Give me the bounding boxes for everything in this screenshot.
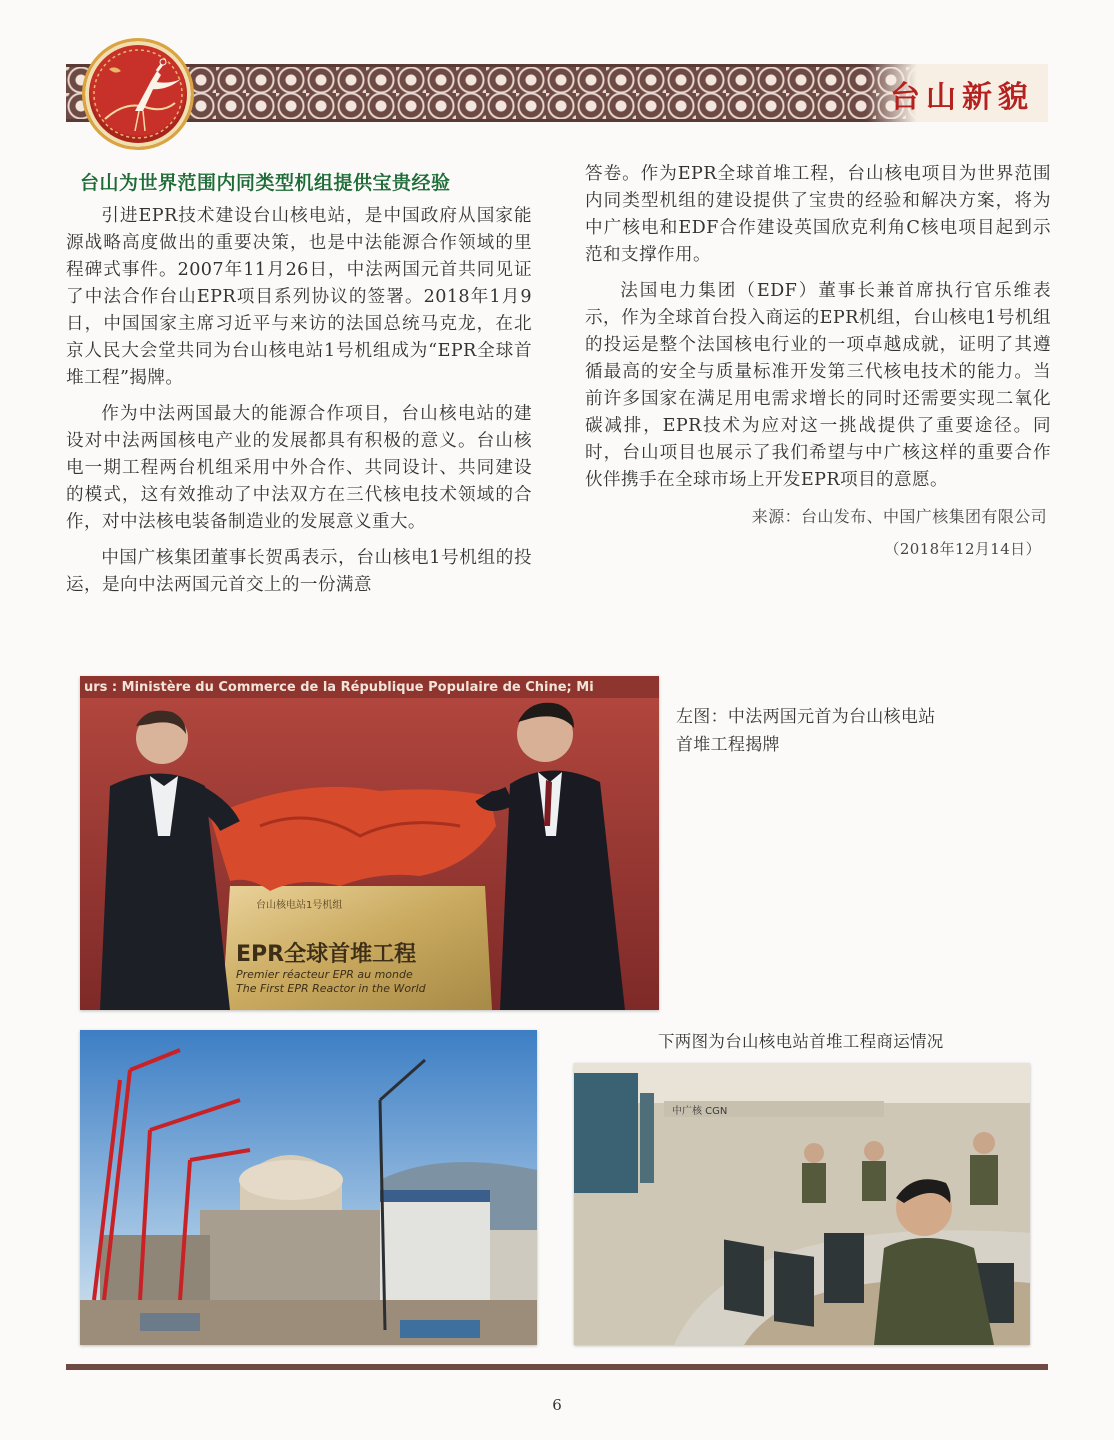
bottom-photos-caption: 下两图为台山核电站首堆工程商运情况 <box>658 1032 944 1051</box>
footer-rule <box>66 1364 1048 1370</box>
source-line: 来源：台山发布、中国广核集团有限公司 <box>751 507 1047 526</box>
paragraph-3-continued: 答卷。作为EPR全球首堆工程，台山核电项目为世界范围内同类型机组的建设提供了宝贵的经验和解决方案，将为中广核电和EDF合作建设英国欣克利角C核电项目起到示范和支撑作用。 <box>585 164 1051 265</box>
date-line: （2018年12月14日） <box>884 540 1041 558</box>
article-title: 台山为世界范围内同类型机组提供宝贵经验 <box>80 172 451 194</box>
section-label-box <box>866 64 1048 122</box>
emblem-crane-icon <box>82 38 194 150</box>
plaque-fr-text: Premier réacteur EPR au monde <box>236 968 413 981</box>
left-column <box>66 203 532 608</box>
control-room-photo <box>574 1063 1030 1345</box>
construction-site-photo <box>80 1030 537 1345</box>
unveiling-caption: 左图：中法两国元首为台山核电站首堆工程揭牌 <box>676 707 936 755</box>
right-column <box>585 161 1051 563</box>
paragraph-1: 引进EPR技术建设台山核电站，是中国政府从国家能源战略高度做出的重要决策，也是中法能源合作领域的里程碑式事件。2007年11月26日，中法两国元首共同见证了中法合作台山EPR项目系列协议的签署。2018年1月9日，中国国家主席习近平与来访的法国总统马克龙，在北京人民大会堂共同为台山核电站1号机组成为“EPR全球首堆工程”揭牌。 <box>66 206 532 388</box>
backdrop-text: urs : Ministère du Commerce de la République Populaire de Chine; Mi <box>84 680 594 695</box>
section-label: 台山新貌 <box>890 80 1034 115</box>
header-banner <box>66 64 1048 122</box>
unveiling-photo <box>80 676 659 1010</box>
control-room-sign: 中广核 CGN <box>672 1106 728 1117</box>
plaque-title: EPR全球首堆工程 <box>236 942 417 967</box>
paragraph-3: 中国广核集团董事长贺禹表示，台山核电1号机组的投运，是向中法两国元首交上的一份满意 <box>66 548 532 595</box>
plaque-en-text: The First EPR Reactor in the World <box>236 982 426 995</box>
paragraph-4: 法国电力集团（EDF）董事长兼首席执行官乐维表示，作为全球首台投入商运的EPR机组，台山核电1号机组的投运是整个法国核电行业的一项卓越成就，证明了其遵循最高的安全与质量标准开发第三代核电技术的能力。当前许多国家在满足用电需求增长的同时还需要实现二氧化碳减排，EPR技术为应对这一挑战提供了重要途径。同时，台山项目也展示了我们希望与中广核这样的重要合作伙伴携手在全球市场上开发EPR项目的意愿。 <box>585 281 1051 490</box>
paragraph-2: 作为中法两国最大的能源合作项目，台山核电站的建设对中法两国核电产业的发展都具有积极的意义。台山核电一期工程两台机组采用中外合作、共同设计、共同建设的模式，这有效推动了中法双方在三代核电技术领域的合作，对中法核电装备制造业的发展意义重大。 <box>66 404 532 532</box>
plaque-small-text: 台山核电站1号机组 <box>256 900 343 911</box>
page-number: 6 <box>552 1396 562 1414</box>
